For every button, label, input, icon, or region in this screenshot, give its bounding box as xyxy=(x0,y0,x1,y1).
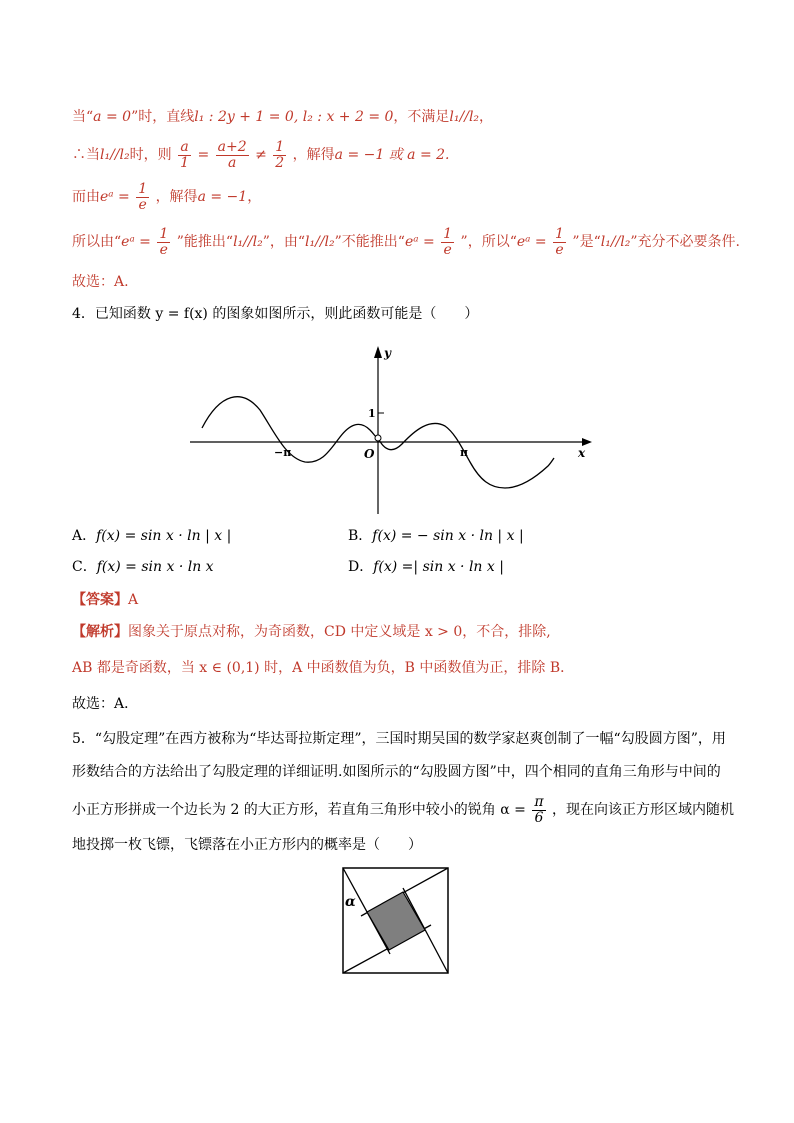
fraction: $\frac{a}{1}$ xyxy=(180,139,189,171)
option-a: A．f(x) = sin x · ln | x | xyxy=(72,528,232,544)
solution-line-4: 所以由“eᵃ = $\frac{1}{e}$ ”能推出“l₁//l₂”，由“l₁//l₂”不能推出“eᵃ = $\frac{1}{e}$ ”，所以“eᵃ = $\frac{1}{e}$ ”是“l₁//l₂”充分不必要条件. xyxy=(72,226,740,258)
solution-line-2: ∴当l₁//l₂时，则 $\frac{a}{1}$ = $\frac{a+2}{a}$ ≠ $\frac{1}{2}$ ，解得a = −1 或 a = 2. xyxy=(72,139,450,171)
alpha-label: α xyxy=(345,894,356,910)
option-c: C．f(x) = sin x · ln x xyxy=(72,559,214,575)
y-axis-arrow xyxy=(374,346,382,358)
q5-line-3: 小正方形拼成一个边长为 2 的大正方形，若直角三角形中较小的锐角 α = $\frac{\pi}{6}$ ，现在向该正方形区域内随机 xyxy=(72,794,735,826)
origin-hole xyxy=(375,435,381,441)
answer-q4: 【答案】A xyxy=(72,592,139,608)
analysis-q4-line-2: AB 都是奇函数，当 x ∈ (0,1) 时，A 中函数值为负，B 中函数值为正，排除 B． xyxy=(72,660,575,676)
q4-stem: 4．已知函数 y = f(x) 的图象如图所示，则此函数可能是（ ） xyxy=(72,306,479,322)
fraction: $\frac{1}{2}$ xyxy=(275,139,285,171)
solution-line-3: 而由eᵃ = $\frac{1}{e}$ ，解得a = −1， xyxy=(72,181,262,213)
x-label: x xyxy=(578,446,586,460)
x-axis-arrow xyxy=(582,438,592,446)
analysis-q4-line-1: 【解析】图象关于原点对称，为奇函数，CD 中定义域是 x > 0，不合，排除, xyxy=(72,624,551,640)
fraction: $\frac{\pi}{6}$ xyxy=(534,794,544,826)
tick-label-pi: π xyxy=(460,446,469,459)
fraction: $\frac{1}{e}$ xyxy=(138,181,148,213)
y-label: y xyxy=(384,346,391,360)
choice-q4: 故选：A． xyxy=(72,696,139,712)
choice-q3: 故选：A. xyxy=(72,274,129,290)
q5-line-1: 5．“勾股定理”在西方被称为“毕达哥拉斯定理”，三国时期吴国的数学家赵爽创制了一幅“勾股圆方图”，用 xyxy=(72,731,726,747)
option-b: B．f(x) = − sin x · ln | x | xyxy=(348,528,524,544)
fraction: $\frac{a+2}{a}$ xyxy=(217,139,247,171)
option-d: D．f(x) =| sin x · ln x | xyxy=(348,559,504,575)
q5-line-4: 地投掷一枚飞镖，飞镖落在小正方形内的概率是（ ） xyxy=(72,837,422,853)
origin-label: O xyxy=(364,447,375,461)
solution-line-1: 当“a = 0”时，直线l₁ : 2y + 1 = 0, l₂ : x + 2 = 0，不满足l₁//l₂， xyxy=(72,109,494,125)
pythagorean-diagram xyxy=(337,862,457,980)
q5-line-2: 形数结合的方法给出了勾股定理的详细证明.如图所示的“勾股圆方图”中，四个相同的直角三角形与中间的 xyxy=(72,764,721,780)
function-graph xyxy=(180,338,600,518)
tick-label-neg-pi: −π xyxy=(274,446,292,459)
tick-label-1: 1 xyxy=(368,407,376,420)
